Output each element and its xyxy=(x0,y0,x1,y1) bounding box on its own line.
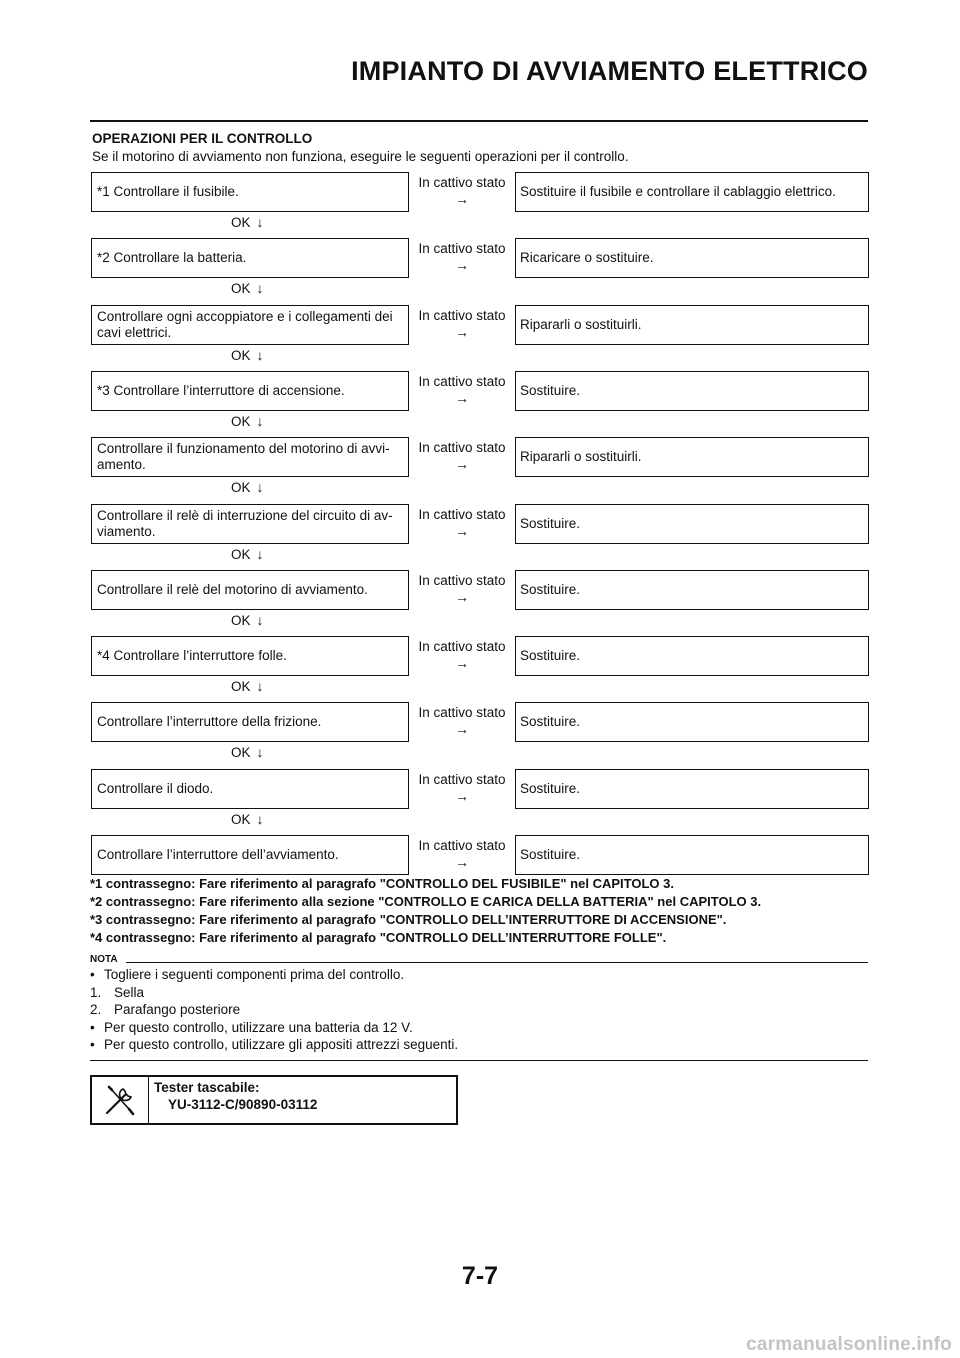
tool-name: Tester tascabile: xyxy=(154,1080,260,1095)
nota-item xyxy=(90,984,458,1002)
action-text: Ripararli o sostituirli. xyxy=(520,316,642,332)
arrow-down-icon: ↓ xyxy=(256,346,264,363)
flow-step xyxy=(91,769,869,835)
arrow-right-icon: → xyxy=(455,191,469,207)
condition-text: In cattivo stato xyxy=(418,241,506,257)
nota-marker: • xyxy=(90,967,95,982)
ok-connector xyxy=(231,346,264,365)
ok-connector xyxy=(231,279,264,298)
bad-condition-label xyxy=(409,638,515,671)
check-text: Controllare l’interruttore della frizione. xyxy=(97,714,322,730)
page-number: 7-7 xyxy=(461,1262,499,1290)
check-text: Controllare il funzionamento del motorino di avvi-amento. xyxy=(97,441,390,473)
ok-connector xyxy=(231,213,264,232)
ok-label: OK xyxy=(231,281,251,297)
arrow-right-icon: → xyxy=(455,787,469,804)
flow-step xyxy=(91,437,869,503)
nota-divider-top xyxy=(126,962,868,963)
arrow-down-icon: ↓ xyxy=(256,545,264,562)
nota-text: Per questo controllo, utilizzare gli appositi attrezzi seguenti. xyxy=(104,1037,459,1052)
page-title: IMPIANTO DI AVVIAMENTO ELETTRICO xyxy=(351,56,868,86)
flow-step xyxy=(91,238,869,304)
action-text: Sostituire. xyxy=(520,847,581,862)
condition-text: In cattivo stato xyxy=(418,771,506,787)
arrow-down-icon: ↓ xyxy=(256,810,264,827)
nota-text: Sella xyxy=(114,984,145,1000)
check-text: *4 Controllare l’interruttore folle. xyxy=(97,648,287,664)
nota-label: NOTA xyxy=(90,954,118,965)
ok-label: OK xyxy=(231,347,251,363)
action-box xyxy=(515,437,869,477)
nota-marker: • xyxy=(90,1037,95,1052)
bad-condition-label xyxy=(409,174,515,207)
action-box xyxy=(515,504,869,544)
nota-text: Parafango posteriore xyxy=(114,1002,241,1017)
action-box xyxy=(515,305,869,345)
footnote: *3 contrassegno: Fare riferimento al paragrafo "CONTROLLO DELL’INTERRUTTORE DI ACCENSIONE". xyxy=(90,912,727,927)
arrow-down-icon: ↓ xyxy=(256,479,264,496)
condition-text: In cattivo stato xyxy=(418,307,506,323)
check-box xyxy=(91,769,409,809)
arrow-right-icon: → xyxy=(455,721,469,738)
footnotes xyxy=(90,875,761,947)
nota-text: Togliere i seguenti componenti prima del controllo. xyxy=(104,967,405,982)
action-box xyxy=(515,172,869,212)
ok-connector xyxy=(231,611,264,630)
check-box xyxy=(91,172,409,212)
ok-label: OK xyxy=(231,546,251,562)
condition-text: In cattivo stato xyxy=(418,639,506,655)
ok-label: OK xyxy=(231,413,251,429)
flow-step xyxy=(91,636,869,702)
action-text: Sostituire. xyxy=(520,780,581,796)
bad-condition-label xyxy=(409,240,515,273)
ok-label: OK xyxy=(231,745,251,761)
condition-text: In cattivo stato xyxy=(418,705,506,721)
ok-connector xyxy=(231,810,264,829)
check-text: Controllare ogni accoppiatore e i collegamenti dei cavi elettrici. xyxy=(97,308,393,340)
nota-text: Per questo controllo, utilizzare una batteria da 12 V. xyxy=(104,1019,413,1035)
action-text: Ricaricare o sostituire. xyxy=(520,250,654,266)
nota-divider-bottom xyxy=(90,1060,868,1061)
arrow-right-icon: → xyxy=(455,588,469,605)
ok-connector xyxy=(231,545,264,564)
bad-condition-label xyxy=(409,837,515,870)
ok-connector xyxy=(231,412,264,431)
action-text: Sostituire. xyxy=(520,382,581,398)
nota-item xyxy=(90,1019,458,1037)
footnote: *1 contrassegno: Fare riferimento al paragrafo "CONTROLLO DEL FUSIBILE" nel CAPITOLO 3. xyxy=(90,876,674,891)
ok-connector xyxy=(231,677,264,696)
check-text: *2 Controllare la batteria. xyxy=(97,250,247,266)
footnote: *2 contrassegno: Fare riferimento alla sezione "CONTROLLO E CARICA DELLA BATTERIA" nel CAPITOLO 3. xyxy=(90,894,762,909)
ok-label: OK xyxy=(231,215,251,230)
action-box xyxy=(515,238,869,278)
arrow-down-icon: ↓ xyxy=(256,678,264,695)
action-text: Sostituire. xyxy=(520,515,581,531)
bad-condition-label xyxy=(409,373,515,406)
check-text: Controllare l’interruttore dell’avviamento. xyxy=(97,847,339,862)
check-text: Controllare il relè di interruzione del circuito di av-viamento. xyxy=(97,507,393,539)
ok-connector xyxy=(231,743,264,762)
ok-connector xyxy=(231,478,264,497)
flow-step xyxy=(91,504,869,570)
arrow-right-icon: → xyxy=(455,323,469,340)
check-box xyxy=(91,835,409,875)
check-box xyxy=(91,702,409,742)
tool-code: YU-3112-C/90890-03112 xyxy=(168,1097,318,1112)
condition-text: In cattivo stato xyxy=(418,572,506,588)
action-text: Sostituire. xyxy=(520,714,581,730)
nota-marker: 1. xyxy=(90,984,102,1000)
ok-label: OK xyxy=(231,679,251,695)
action-text: Sostituire il fusibile e controllare il cablaggio elettrico. xyxy=(520,184,836,199)
flow-step xyxy=(91,172,869,238)
nota-item xyxy=(90,1001,458,1019)
bad-condition-label xyxy=(409,506,515,539)
check-box xyxy=(91,305,409,345)
check-text: *1 Controllare il fusibile. xyxy=(97,184,239,199)
arrow-down-icon: ↓ xyxy=(256,412,264,429)
bad-condition-label xyxy=(409,572,515,605)
flow-step xyxy=(91,305,869,371)
flow-step xyxy=(91,371,869,437)
action-text: Sostituire. xyxy=(520,581,581,597)
arrow-right-icon: → xyxy=(455,522,469,539)
footnote: *4 contrassegno: Fare riferimento al paragrafo "CONTROLLO DELL’INTERRUTTORE FOLLE". xyxy=(90,930,667,945)
nota-marker: • xyxy=(90,1019,95,1035)
nota-marker: 2. xyxy=(90,1002,102,1017)
check-box xyxy=(91,437,409,477)
ok-label: OK xyxy=(231,612,251,628)
condition-text: In cattivo stato xyxy=(418,373,506,389)
arrow-right-icon: → xyxy=(455,655,469,672)
bad-condition-label xyxy=(409,439,515,472)
check-box xyxy=(91,636,409,676)
action-box xyxy=(515,835,869,875)
bad-condition-label xyxy=(409,307,515,340)
header-divider xyxy=(90,120,868,122)
arrow-right-icon: → xyxy=(455,456,469,473)
bad-condition-label xyxy=(409,704,515,737)
nota-list xyxy=(90,966,458,1054)
arrow-down-icon: ↓ xyxy=(256,611,264,628)
action-box xyxy=(515,371,869,411)
action-box xyxy=(515,570,869,610)
check-text: Controllare il diodo. xyxy=(97,780,214,796)
arrow-right-icon: → xyxy=(455,854,469,870)
check-box xyxy=(91,570,409,610)
section-intro: Se il motorino di avviamento non funziona, eseguire le seguenti operazioni per il controllo. xyxy=(92,149,629,164)
arrow-right-icon: → xyxy=(455,257,469,274)
condition-text: In cattivo stato xyxy=(418,175,506,190)
arrow-down-icon: ↓ xyxy=(256,214,264,230)
section-heading: OPERAZIONI PER IL CONTROLLO xyxy=(92,131,313,146)
action-text: Ripararli o sostituirli. xyxy=(520,449,642,465)
condition-text: In cattivo stato xyxy=(418,838,506,853)
bad-condition-label xyxy=(409,771,515,804)
nota-item xyxy=(90,1036,458,1054)
arrow-down-icon: ↓ xyxy=(256,744,264,761)
wrench-screwdriver-icon xyxy=(92,1077,149,1123)
watermark: carmanualsonline.info xyxy=(746,1334,952,1355)
ok-label: OK xyxy=(231,811,251,827)
condition-text: In cattivo stato xyxy=(418,440,506,456)
nota-item xyxy=(90,966,458,984)
check-box xyxy=(91,504,409,544)
action-box xyxy=(515,702,869,742)
condition-text: In cattivo stato xyxy=(418,506,506,522)
flow-step xyxy=(91,702,869,768)
check-text: Controllare il relè del motorino di avviamento. xyxy=(97,581,368,597)
action-box xyxy=(515,636,869,676)
arrow-right-icon: → xyxy=(455,389,469,406)
flow-step xyxy=(91,570,869,636)
check-text: *3 Controllare l’interruttore di accensione. xyxy=(97,382,345,398)
action-text: Sostituire. xyxy=(520,648,581,664)
ok-label: OK xyxy=(231,480,251,496)
special-tool-box xyxy=(90,1075,458,1125)
check-box xyxy=(91,238,409,278)
check-box xyxy=(91,371,409,411)
arrow-down-icon: ↓ xyxy=(256,280,264,297)
action-box xyxy=(515,769,869,809)
